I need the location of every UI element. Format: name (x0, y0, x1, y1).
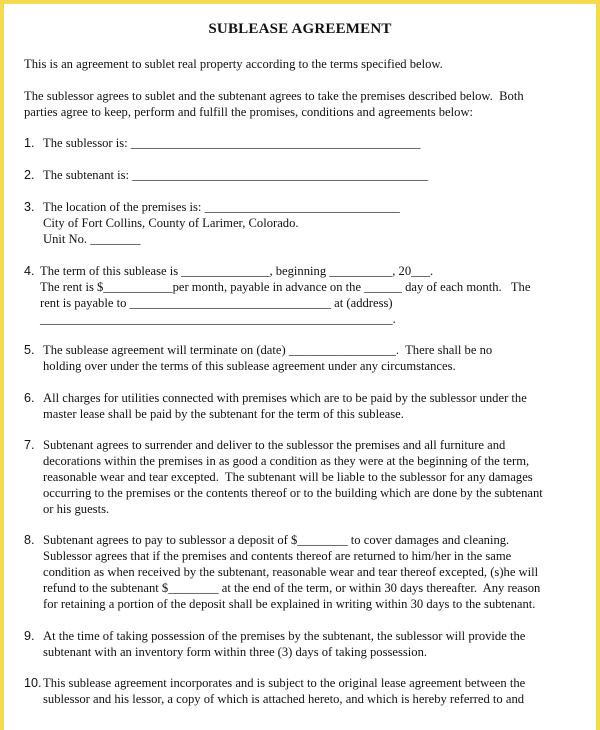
item-number: 7. (24, 438, 35, 452)
item-line: for retaining a portion of the deposit shall be explained in writing within 30 days to the subtenant. (43, 597, 536, 611)
item-line: The sublease agreement will terminate on (date) _________________. There shall be no (43, 343, 493, 357)
item-line: This sublease agreement incorporates and is subject to the original lease agreement between the (43, 676, 526, 690)
item-line: The term of this sublease is ______________, beginning __________, 20___. (40, 264, 434, 278)
item-line: holding over under the terms of this sublease agreement under any circumstances. (43, 359, 456, 373)
item-line: The subtenant is: _______________________________________________ (43, 168, 429, 182)
item-line: ________________________________________________________. (40, 312, 396, 326)
document-title: SUBLEASE AGREEMENT (208, 21, 392, 37)
item-number: 6. (24, 391, 35, 405)
item-line: reasonable wear and tear excepted. The subtenant will be liable to the sublessor for any damages (43, 470, 533, 484)
intro-text: This is an agreement to sublet real property according to the terms specified below. (24, 57, 443, 71)
item-line: At the time of taking possession of the premises by the subtenant, the sublessor will provide the (43, 629, 526, 643)
item-line: rent is payable to ________________________________ at (address) (40, 296, 393, 310)
item-line: The rent is $___________per month, payable in advance on the ______ day of each month. The (40, 280, 531, 294)
item-line: refund to the subtenant $________ at the end of the term, or within 30 days thereafter. Any reason (43, 581, 541, 595)
item-line: condition as when received by the subtenant, reasonable wear and tear thereof excepted, (s)he will (43, 565, 539, 579)
item-line: sublessor and his lessor, a copy of which is attached hereto, and which is hereby referred to and (43, 692, 525, 706)
item-line: All charges for utilities connected with premises which are to be paid by the sublessor under the (43, 391, 527, 405)
item-line: subtenant with an inventory form within three (3) days of taking possession. (43, 645, 428, 659)
item-line: or his guests. (43, 502, 110, 516)
item-line: master lease shall be paid by the subtenant for the term of this sublease. (43, 407, 404, 421)
item-number: 9. (24, 629, 35, 643)
item-number: 10. (24, 676, 42, 690)
item-number: 4. (24, 264, 35, 278)
item-line: Sublessor agrees that if the premises and contents thereof are returned to him/her in the same (43, 549, 512, 563)
preamble-line: parties agree to keep, perform and fulfill the promises, conditions and agreements below: (24, 105, 474, 119)
item-line: Subtenant agrees to surrender and deliver to the sublessor the premises and all furniture and (43, 438, 506, 452)
item-number: 2. (24, 168, 35, 182)
item-line: Unit No. ________ (43, 232, 141, 246)
item-line: The sublessor is: ______________________________________________ (43, 136, 421, 150)
item-line: Subtenant agrees to pay to sublessor a deposit of $________ to cover damages and cleaning. (43, 533, 510, 547)
item-line: decorations within the premises in as good a condition as they were at the beginning of the term, (43, 454, 530, 468)
document-page (4, 4, 596, 730)
item-line: City of Fort Collins, County of Larimer, Colorado. (43, 216, 299, 230)
item-number: 5. (24, 343, 35, 357)
item-number: 1. (24, 136, 35, 150)
item-line: The location of the premises is: _______________________________ (43, 200, 400, 214)
item-line: occurring to the premises or the contents thereof or to the building which are done by the subtenant (43, 486, 543, 500)
item-number: 3. (24, 200, 35, 214)
item-number: 8. (24, 533, 35, 547)
preamble-line: The sublessor agrees to sublet and the subtenant agrees to take the premises described below. Both (24, 89, 524, 103)
